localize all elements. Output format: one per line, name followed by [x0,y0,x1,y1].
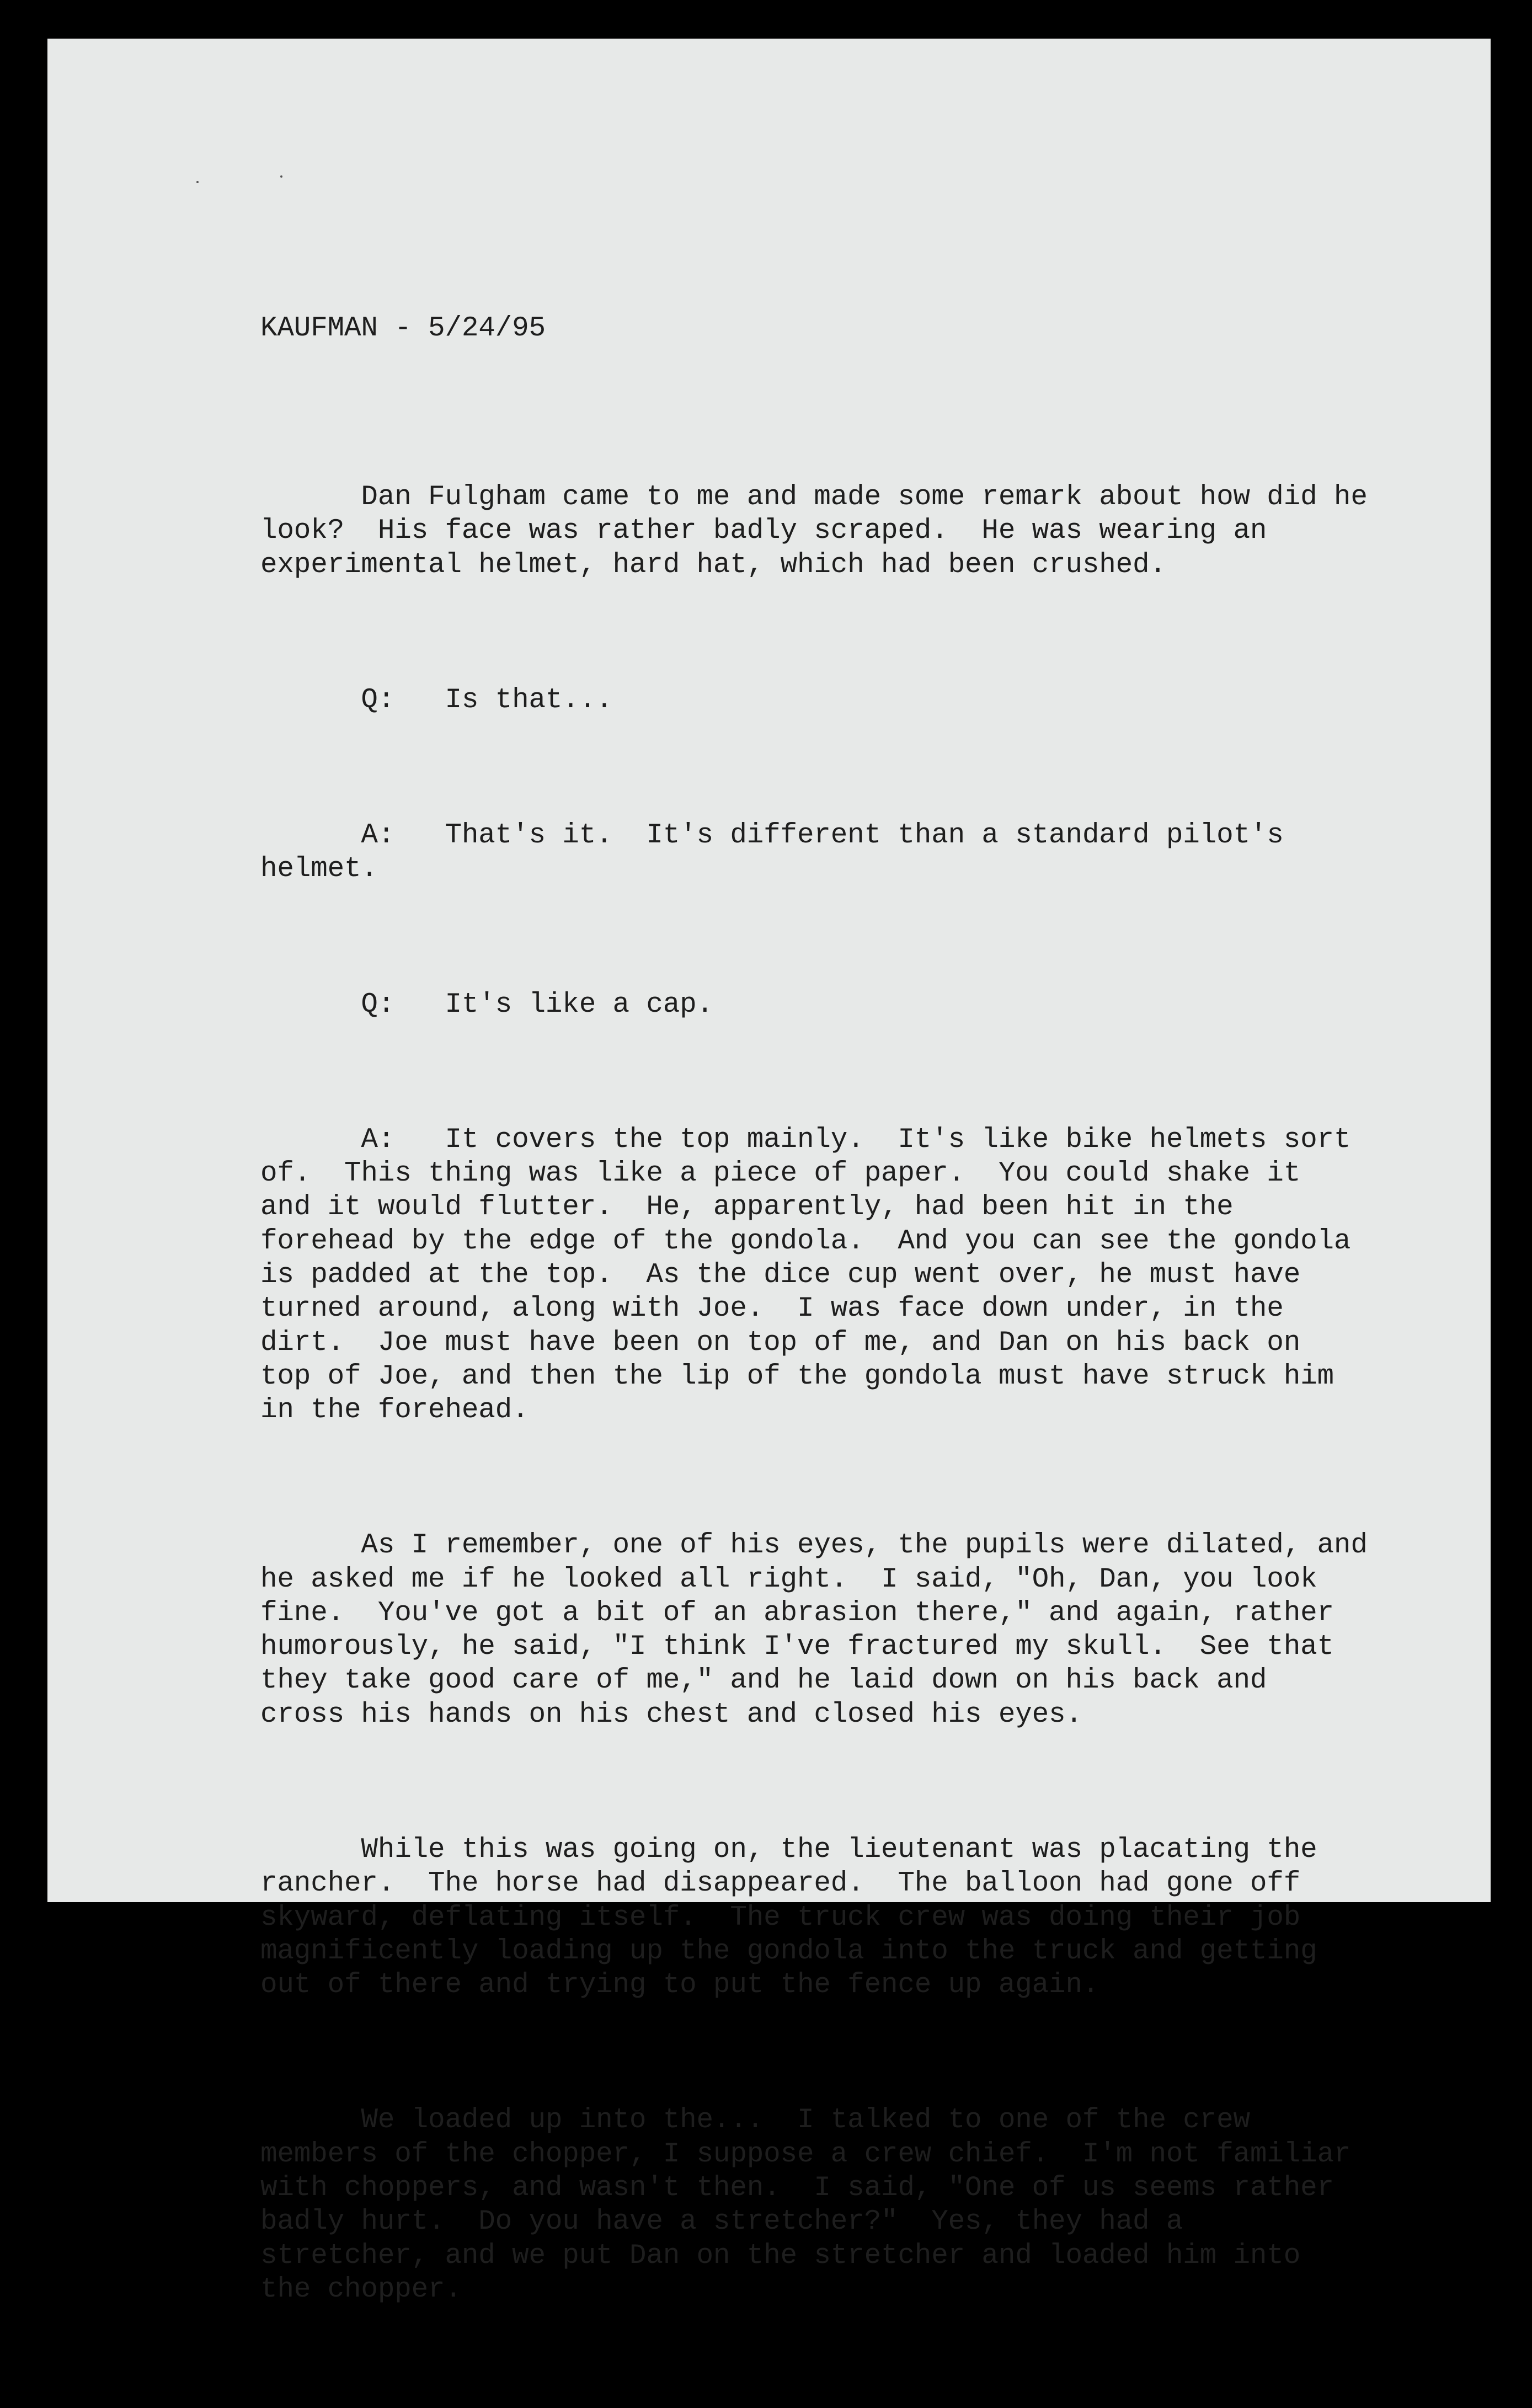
transcript-body [260,244,1397,2408]
page-heading: KAUFMAN - 5/24/95 [260,312,546,344]
scan-speck [280,175,282,178]
paragraph: A: That's it. It's different than a standard pilot's helmet. [260,820,1284,885]
paragraph: Q: Is that... [260,684,613,716]
paragraph: Dan Fulgham came to me and made some remark about how did he look? His face was rather badly scraped. He was wearing an experimental helmet, hard hat, which had been crushed. [260,482,1368,581]
document-page [47,39,1491,2305]
paragraph: As I remember, one of his eyes, the pupils were dilated, and he asked me if he looked all right. I said, "Oh, Dan, you look fine. You've got a bit of an abrasion there," and again, rather humorously, he said, "I think I've fractured my skull. See that they take good care of me," and he laid down on his back and cross his hands on his chest and closed his eyes. [260,1530,1368,1731]
paragraph: A: It covers the top mainly. It's like bike helmets sort of. This thing was like a piece of paper. You could shake it and it would flutter. He, apparently, had been hit in the forehead by the edge of the gondola. And you can see the gondola is padded at the top. As the dice cup went over, he must have turned around, along with Joe. I was face down under, in the dirt. Joe must have been on top of me, and Dan on his back on top of Joe, and then the lip of the gondola must have struck him in the forehead. [260,1124,1351,1427]
paragraph: While this was going on, the lieutenant was placating the rancher. The horse had disappeared. The balloon had gone off skyward, deflating itself. The truck crew was doing their job magnificently loading up the gondola into the truck and getting out of there and trying to put the fence up again. [260,1834,1317,2001]
paragraph: We loaded up into the... I talked to one of the crew members of the chopper, I suppose a crew chief. I'm not familiar with choppers, and wasn't then. I said, "One of us seems rather badly hurt. Do you have a stretcher?" Yes, they had a stretcher, and we put Dan on the stretcher and loaded him into the chopper. [260,2105,1351,2305]
scan-specks [196,175,285,186]
paragraph: Q: It's like a cap. [260,989,713,1021]
scan-speck [196,181,199,183]
